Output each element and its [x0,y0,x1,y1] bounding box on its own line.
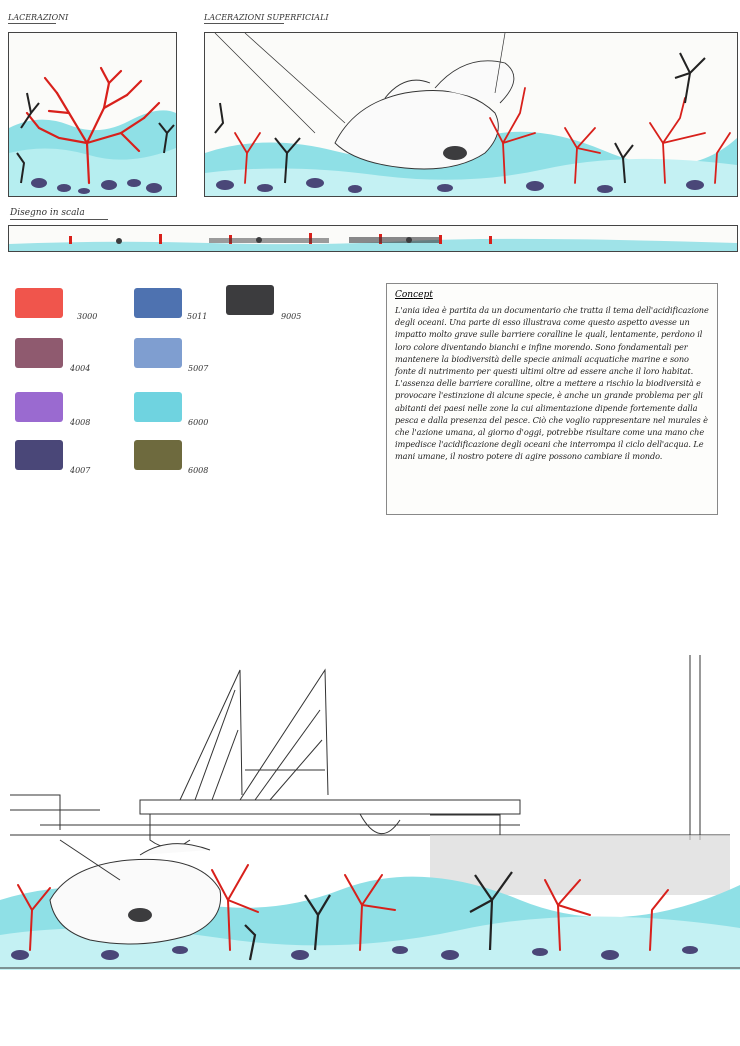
swatch-4007 [15,440,63,470]
swatch-6008 [134,440,182,470]
scale-drawing-label: Disegno in scala [10,208,85,218]
concept-title: Concept [395,290,433,300]
swatch-code-6000: 6000 [188,418,209,427]
scale-label-underline [10,219,108,220]
colour-palette [0,280,330,480]
swatch-code-5011: 5011 [187,312,208,321]
swatch-code-3000: 3000 [77,312,98,321]
right-panel-label: LACERAZIONI SUPERFICIALI [204,13,329,22]
mural-site-sketch [0,650,740,980]
swatch-code-4007: 4007 [70,466,91,475]
swatch-5007 [134,338,182,368]
swatch-code-5007: 5007 [188,364,209,373]
swatch-9005 [226,285,274,315]
right-coral-hands-drawing [204,32,738,197]
swatch-code-4008: 4008 [70,418,91,427]
swatch-5011 [134,288,182,318]
concept-box [386,283,718,515]
left-coral-drawing [8,32,177,197]
right-label-underline [204,23,284,24]
swatch-4008 [15,392,63,422]
left-panel-label: LACERAZIONI [8,13,69,22]
swatch-code-9005: 9005 [281,312,302,321]
left-label-underline [8,23,56,24]
swatch-4004 [15,338,63,368]
swatch-3000 [15,288,63,318]
swatch-code-6008: 6008 [188,466,209,475]
swatch-code-4004: 4004 [70,364,91,373]
scale-drawing-strip [8,225,738,252]
concept-text: L'ania idea è partita da un documentario che tratta il tema dell'acidificazione degli oceani. Una parte di esso illustrava come questo aspetto avesse un impatto molto grave sulle barriere coralline le quali, lentamente, perdono il loro colore diventando bianchi e infine morendo. Sono fondamentali per mantenere la biodiversità delle specie animali acquatiche marine e sono fonte di nutrimento per questi ultimi oltre ad essere anche il loro habitat. L'assenza delle barriere coralline, oltre a mettere a rischio la biodiversità e provocare l'estinzione di alcune specie, è anche un grande problema per gli abitanti dei paesi nelle zone la cui alimentazione dipende fortemente dalla pesca e dalla presenza del pesce. Ciò che voglio rappresentare nel murales è che l'azione umana, al giorno d'oggi, potrebbe risultare come una mano che impedisce l'acidificazione degli oceani che interrompa il ciclo dell'acqua. Le mani umane, il nostro potere di agire possono cambiare il mondo. [395,305,709,462]
swatch-6000 [134,392,182,422]
